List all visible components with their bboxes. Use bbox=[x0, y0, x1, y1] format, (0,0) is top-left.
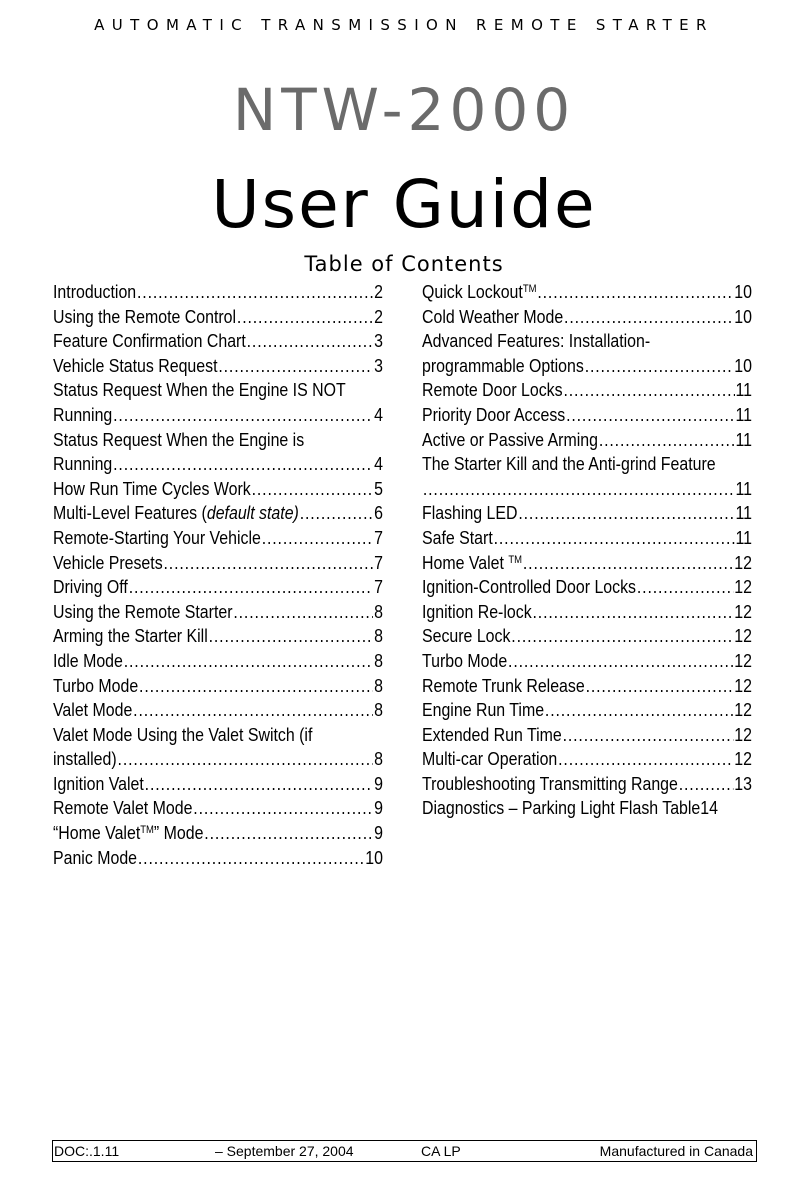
toc-entry-row bbox=[53, 674, 383, 699]
trademark-mark: TM bbox=[522, 283, 537, 295]
footer-doc-number: DOC:.1.11 bbox=[54, 1143, 120, 1159]
toc-entry-leader-dots bbox=[138, 846, 365, 871]
toc-entry bbox=[422, 674, 752, 699]
toc-entry-row bbox=[422, 551, 752, 576]
toc-entry-leader-dots bbox=[193, 796, 373, 821]
toc-entry-title bbox=[422, 698, 544, 723]
toc-entry bbox=[422, 575, 752, 600]
toc-entry-leader-dots bbox=[679, 772, 734, 797]
document-title: User Guide bbox=[211, 166, 597, 243]
toc-entry bbox=[53, 575, 383, 600]
toc-entry-title bbox=[53, 846, 137, 871]
toc-entry-row bbox=[53, 575, 383, 600]
toc-entry-title-text: Turbo Mode bbox=[422, 649, 508, 671]
toc-entry-page-number: 8 bbox=[374, 674, 383, 696]
footer-bar bbox=[52, 1140, 757, 1162]
toc-entry bbox=[422, 772, 752, 797]
toc-entry-title-italic: default state) bbox=[206, 502, 299, 524]
toc-entry-page-number: 8 bbox=[374, 625, 383, 647]
toc-entry-leader-dots bbox=[209, 624, 374, 649]
toc-entry-row bbox=[53, 280, 383, 305]
toc-entry-page-number: 11 bbox=[735, 403, 752, 425]
toc-entry-row bbox=[422, 796, 752, 821]
toc-entry-page-number: 11 bbox=[735, 477, 752, 499]
toc-entry-page-number: 10 bbox=[734, 305, 752, 327]
toc-entry-leader-dots bbox=[545, 698, 734, 723]
toc-entry bbox=[422, 501, 752, 526]
toc-entry-page-number: 9 bbox=[374, 772, 383, 794]
toc-entry-title-text: Turbo Mode bbox=[53, 674, 139, 696]
toc-entry bbox=[422, 624, 752, 649]
toc-entry-title-text: “Home Valet bbox=[53, 822, 141, 844]
toc-entry-title-text: Home Valet bbox=[422, 551, 509, 573]
toc-entry-title bbox=[422, 378, 563, 403]
document-header: AUTOMATIC TRANSMISSION REMOTE STARTER bbox=[94, 16, 714, 34]
toc-entry-title-text: Flashing LED bbox=[422, 502, 518, 524]
toc-entry-leader-dots bbox=[237, 305, 373, 330]
toc-entry-row bbox=[422, 698, 752, 723]
toc-entry bbox=[53, 772, 383, 797]
toc-entry-title-text: Remote Trunk Release bbox=[422, 674, 585, 696]
toc-entry-leader-dots bbox=[511, 624, 733, 649]
toc-entry-page-number: 12 bbox=[734, 551, 752, 573]
toc-entry bbox=[422, 526, 752, 551]
toc-entry-row bbox=[53, 477, 383, 502]
toc-entry-page-number: 11 bbox=[735, 379, 752, 401]
toc-entry bbox=[422, 600, 752, 625]
toc-entry bbox=[53, 477, 383, 502]
toc-entry bbox=[53, 305, 383, 330]
toc-entry-row bbox=[53, 698, 383, 723]
toc-entry-title-text: Introduction bbox=[53, 281, 137, 302]
toc-entry-title-text: Safe Start bbox=[422, 526, 493, 548]
toc-entry-title bbox=[422, 501, 518, 526]
toc-entry-title bbox=[422, 600, 532, 625]
toc-entry-title bbox=[422, 723, 562, 748]
toc-left-column bbox=[53, 280, 383, 870]
toc-entry bbox=[422, 698, 752, 723]
toc-entry-row bbox=[422, 354, 752, 379]
toc-entry-title-text: Priority Door Access bbox=[422, 403, 566, 425]
toc-entry-leader-dots bbox=[247, 329, 374, 354]
toc-entry-title bbox=[422, 428, 598, 453]
toc-entry bbox=[422, 280, 752, 305]
toc-entry-title bbox=[53, 624, 208, 649]
toc-entry-title bbox=[53, 329, 246, 354]
toc-entry-page-number: 8 bbox=[374, 748, 383, 770]
toc-entry-title bbox=[53, 600, 233, 625]
toc-entry-title-text: Remote Door Locks bbox=[422, 379, 563, 401]
toc-entry-title-text: programmable Options bbox=[422, 354, 584, 376]
toc-entry-row bbox=[422, 501, 752, 526]
toc-entry-page-number: 10 bbox=[365, 846, 383, 868]
toc-entry bbox=[422, 428, 752, 453]
toc-entry bbox=[422, 551, 752, 576]
toc-entry-title-text: Remote Valet Mode bbox=[53, 797, 193, 819]
toc-entry-title bbox=[53, 551, 163, 576]
toc-entry-row bbox=[53, 747, 383, 772]
toc-entry-row bbox=[422, 600, 752, 625]
toc-entry-title-text: Diagnostics – Parking Light Flash Table bbox=[422, 797, 701, 819]
toc-entry-title-text: Using the Remote Control bbox=[53, 305, 237, 327]
toc-entry-row bbox=[422, 403, 752, 428]
toc-entry-page-number: 10 bbox=[734, 354, 752, 376]
toc-entry-title bbox=[53, 772, 144, 797]
toc-entry-title-text: Secure Lock bbox=[422, 625, 511, 647]
toc-entry bbox=[53, 501, 383, 526]
toc-entry-leader-dots bbox=[533, 600, 734, 625]
toc-entry-page-number: 12 bbox=[734, 723, 752, 745]
toc-entry-row bbox=[422, 575, 752, 600]
toc-entry-title bbox=[53, 649, 123, 674]
trademark-mark: TM bbox=[140, 824, 154, 837]
toc-entry-page-number: 8 bbox=[374, 649, 383, 671]
toc-entry-title bbox=[53, 526, 261, 551]
toc-entry-title-text: Cold Weather Mode bbox=[422, 305, 564, 327]
footer-code: CA LP bbox=[421, 1143, 461, 1159]
toc-entry-title-text: Vehicle Presets bbox=[53, 551, 163, 573]
toc-entry bbox=[53, 551, 383, 576]
toc-entry-row bbox=[422, 526, 752, 551]
toc-entry-row bbox=[422, 428, 752, 453]
toc-entry-title bbox=[53, 403, 112, 428]
toc-entry-row bbox=[53, 551, 383, 576]
toc-entry-leader-dots bbox=[637, 575, 734, 600]
toc-entry-title bbox=[53, 674, 138, 699]
toc-entry-leader-dots bbox=[518, 501, 734, 526]
toc-entry-row bbox=[53, 452, 383, 477]
toc-entry bbox=[422, 723, 752, 748]
toc-entry-leader-dots bbox=[262, 526, 374, 551]
toc-entry-title bbox=[422, 354, 584, 379]
toc-entry-leader-dots bbox=[599, 428, 735, 453]
toc-entry-row bbox=[422, 378, 752, 403]
toc-entry-title bbox=[53, 280, 136, 305]
toc-entry-page-number: 12 bbox=[734, 674, 752, 696]
toc-entry-leader-dots bbox=[233, 600, 373, 625]
toc-entry-page-number: 12 bbox=[734, 649, 752, 671]
toc-entry-page-number: 12 bbox=[734, 699, 752, 721]
toc-entry-title bbox=[53, 354, 218, 379]
toc-entry-title bbox=[53, 821, 203, 846]
toc-entry-page-number: 2 bbox=[374, 305, 383, 327]
toc-entry-title bbox=[53, 747, 117, 772]
toc-entry-title-text: Driving Off bbox=[53, 576, 128, 598]
toc-entry-title-text: installed) bbox=[53, 748, 117, 770]
toc-entry-row bbox=[53, 305, 383, 330]
toc-entry-leader-dots bbox=[563, 723, 734, 748]
toc-entry-page-number: 7 bbox=[374, 551, 383, 573]
toc-entry-title-text: Vehicle Status Request bbox=[53, 354, 218, 376]
toc-entry-row bbox=[53, 772, 383, 797]
toc-entry-title bbox=[53, 305, 236, 330]
toc-entry-row bbox=[53, 649, 383, 674]
toc-entry-page-number: 6 bbox=[374, 502, 383, 524]
toc-entry-page-number: 11 bbox=[735, 502, 752, 524]
toc-entry-leader-dots bbox=[139, 674, 373, 699]
toc-entry bbox=[422, 452, 752, 501]
toc-entry-row bbox=[422, 280, 752, 305]
toc-entry-row bbox=[422, 723, 752, 748]
toc-entry-row bbox=[53, 624, 383, 649]
toc-entry-title-line: The Starter Kill and the Anti-grind Feature bbox=[422, 453, 716, 475]
toc-entry-title-text: Ignition-Controlled Door Locks bbox=[422, 576, 637, 598]
toc-entry-title-text: Arming the Starter Kill bbox=[53, 625, 208, 647]
toc-entry-leader-dots bbox=[129, 575, 374, 600]
toc-entry-title-text: Running bbox=[53, 453, 113, 475]
toc-entry bbox=[53, 526, 383, 551]
toc-entry bbox=[53, 329, 383, 354]
toc-entry-leader-dots bbox=[218, 354, 373, 379]
toc-entry-page-number: 12 bbox=[734, 600, 752, 622]
toc-entry bbox=[422, 305, 752, 330]
toc-entry-leader-dots bbox=[585, 354, 734, 379]
toc-entry-title-line: Status Request When the Engine IS NOT bbox=[53, 379, 346, 401]
toc-entry-title-text: Multi-Level Features ( bbox=[53, 502, 207, 524]
toc-entry bbox=[53, 821, 383, 846]
toc-entry-leader-dots bbox=[423, 477, 735, 502]
toc-entry-title bbox=[422, 526, 493, 551]
toc-entry bbox=[53, 723, 383, 772]
toc-entry bbox=[53, 649, 383, 674]
toc-entry bbox=[53, 428, 383, 477]
toc-entry-row bbox=[422, 305, 752, 330]
toc-entry-row bbox=[53, 354, 383, 379]
toc-entry-row bbox=[53, 846, 383, 871]
toc-entry bbox=[53, 674, 383, 699]
toc-entry-leader-dots bbox=[204, 821, 373, 846]
toc-entry-page-number: 12 bbox=[734, 576, 752, 598]
toc-entry-leader-dots bbox=[566, 403, 735, 428]
toc-entry-title bbox=[422, 747, 557, 772]
toc-entry-page-number: 10 bbox=[734, 281, 752, 302]
toc-entry-leader-dots bbox=[164, 551, 374, 576]
toc-entry-title bbox=[53, 452, 112, 477]
toc-entry-title-text: Valet Mode bbox=[53, 699, 133, 721]
toc-entry-title-text: Panic Mode bbox=[53, 846, 138, 868]
toc-entry-title bbox=[422, 772, 678, 797]
toc-entry-title bbox=[422, 403, 565, 428]
toc-entry-page-number: 7 bbox=[374, 576, 383, 598]
toc-entry-title-text: Ignition Valet bbox=[53, 772, 144, 794]
toc-entry-row bbox=[422, 747, 752, 772]
toc-entry-row bbox=[53, 501, 383, 526]
toc-entry-title-line: Advanced Features: Installation- bbox=[422, 330, 651, 352]
toc-entry-title-text: Idle Mode bbox=[53, 649, 123, 671]
toc-entry bbox=[53, 280, 383, 305]
toc-entry-page-number: 11 bbox=[735, 428, 752, 450]
toc-entry-page-number: 12 bbox=[734, 625, 752, 647]
toc-entry-row bbox=[53, 329, 383, 354]
toc-entry-row bbox=[422, 649, 752, 674]
toc-entry-title bbox=[53, 477, 251, 502]
toc-entry-row bbox=[53, 526, 383, 551]
toc-entry-row bbox=[53, 796, 383, 821]
toc-entry-title bbox=[422, 649, 507, 674]
toc-entry-leader-dots bbox=[558, 747, 733, 772]
footer-date: – September 27, 2004 bbox=[215, 1143, 354, 1159]
toc-entry-title-line: Status Request When the Engine is bbox=[53, 428, 305, 450]
toc-entry bbox=[422, 796, 752, 821]
toc-entry-page-number: 13 bbox=[734, 772, 752, 794]
toc-entry-page-number: 8 bbox=[374, 600, 383, 622]
toc-entry-title-text: Using the Remote Starter bbox=[53, 600, 233, 622]
toc-entry-title bbox=[422, 674, 585, 699]
toc-entry-title bbox=[422, 280, 536, 305]
toc-entry bbox=[422, 329, 752, 378]
toc-entry-leader-dots bbox=[137, 280, 373, 305]
toc-entry bbox=[53, 600, 383, 625]
toc-entry-leader-dots bbox=[537, 280, 733, 305]
toc-entry-title bbox=[422, 575, 636, 600]
toc-entry-title-line: Valet Mode Using the Valet Switch (if bbox=[53, 723, 313, 745]
toc-entry-title-text: Troubleshooting Transmitting Range bbox=[422, 772, 678, 794]
toc-entry-page-number: 9 bbox=[374, 822, 383, 844]
footer-manufactured: Manufactured in Canada bbox=[599, 1143, 753, 1159]
toc-entry-leader-dots bbox=[145, 772, 374, 797]
toc-entry-leader-dots bbox=[124, 649, 374, 674]
toc-entry-row bbox=[422, 674, 752, 699]
toc-entry-title-text: Remote-Starting Your Vehicle bbox=[53, 526, 261, 548]
toc-entry bbox=[422, 747, 752, 772]
toc-entry bbox=[53, 796, 383, 821]
toc-entry-title-text: Feature Confirmation Chart bbox=[53, 330, 246, 352]
toc-entry-title-after: ” Mode bbox=[153, 822, 204, 844]
toc-entry-page-number: 3 bbox=[374, 354, 383, 376]
toc-entry-title-text: Multi-car Operation bbox=[422, 748, 558, 770]
toc-entry-title-text: How Run Time Cycles Work bbox=[53, 477, 251, 499]
toc-entry bbox=[53, 846, 383, 871]
toc-entry-page-number: 4 bbox=[374, 453, 383, 475]
trademark-mark: TM bbox=[508, 553, 523, 566]
toc-entry-title-text: Engine Run Time bbox=[422, 699, 545, 721]
toc-entry-page-number: 11 bbox=[735, 526, 752, 548]
toc-entry-leader-dots bbox=[252, 477, 374, 502]
toc-entry-row bbox=[53, 600, 383, 625]
toc-entry-row bbox=[53, 403, 383, 428]
toc-entry-row bbox=[422, 624, 752, 649]
toc-entry bbox=[53, 698, 383, 723]
toc-entry-page-number: 2 bbox=[374, 281, 383, 302]
toc-entry-page-number: 9 bbox=[374, 797, 383, 819]
toc-entry bbox=[422, 649, 752, 674]
toc-entry-leader-dots bbox=[564, 305, 733, 330]
toc-entry bbox=[422, 403, 752, 428]
toc-entry-row bbox=[422, 477, 752, 502]
toc-entry-page-number: 12 bbox=[734, 748, 752, 770]
toc-entry bbox=[53, 354, 383, 379]
toc-entry-title-text: Ignition Re-lock bbox=[422, 600, 532, 622]
toc-entry-leader-dots bbox=[523, 551, 734, 576]
toc-entry-title bbox=[53, 698, 132, 723]
model-number: NTW-2000 bbox=[232, 76, 576, 144]
toc-entry-title bbox=[422, 551, 522, 576]
toc-entry bbox=[422, 378, 752, 403]
toc-entry-title bbox=[422, 305, 563, 330]
toc-entry-row bbox=[53, 821, 383, 846]
toc-entry-page-number: 4 bbox=[374, 403, 383, 425]
toc-entry-leader-dots bbox=[494, 526, 735, 551]
toc-entry-title bbox=[422, 796, 700, 821]
toc-entry-page-number: 7 bbox=[374, 526, 383, 548]
toc-entry-title bbox=[53, 796, 192, 821]
toc-entry-title bbox=[53, 575, 128, 600]
toc-entry-page-number: 14 bbox=[700, 797, 718, 819]
toc-entry-title bbox=[53, 501, 299, 526]
toc-entry-leader-dots bbox=[118, 747, 374, 772]
toc-right-column bbox=[422, 280, 752, 821]
toc-entry-page-number: 8 bbox=[374, 699, 383, 721]
toc-entry-leader-dots bbox=[300, 501, 374, 526]
toc-entry-leader-dots bbox=[113, 403, 373, 428]
toc-entry-title-text: Running bbox=[53, 403, 113, 425]
toc-entry-title bbox=[422, 624, 510, 649]
toc-entry bbox=[53, 378, 383, 427]
toc-entry-leader-dots bbox=[563, 378, 734, 403]
toc-entry-title-text: Active or Passive Arming bbox=[422, 428, 598, 450]
toc-entry bbox=[53, 624, 383, 649]
toc-entry-page-number: 3 bbox=[374, 330, 383, 352]
toc-entry-page-number: 5 bbox=[374, 477, 383, 499]
toc-entry-leader-dots bbox=[586, 674, 734, 699]
toc-entry-row bbox=[422, 772, 752, 797]
toc-heading: Table of Contents bbox=[304, 252, 504, 276]
toc-entry-leader-dots bbox=[508, 649, 733, 674]
toc-entry-leader-dots bbox=[113, 452, 373, 477]
toc-entry-title-text: Quick Lockout bbox=[422, 281, 523, 302]
toc-entry-title-text: Extended Run Time bbox=[422, 723, 562, 745]
toc-entry-leader-dots bbox=[133, 698, 373, 723]
